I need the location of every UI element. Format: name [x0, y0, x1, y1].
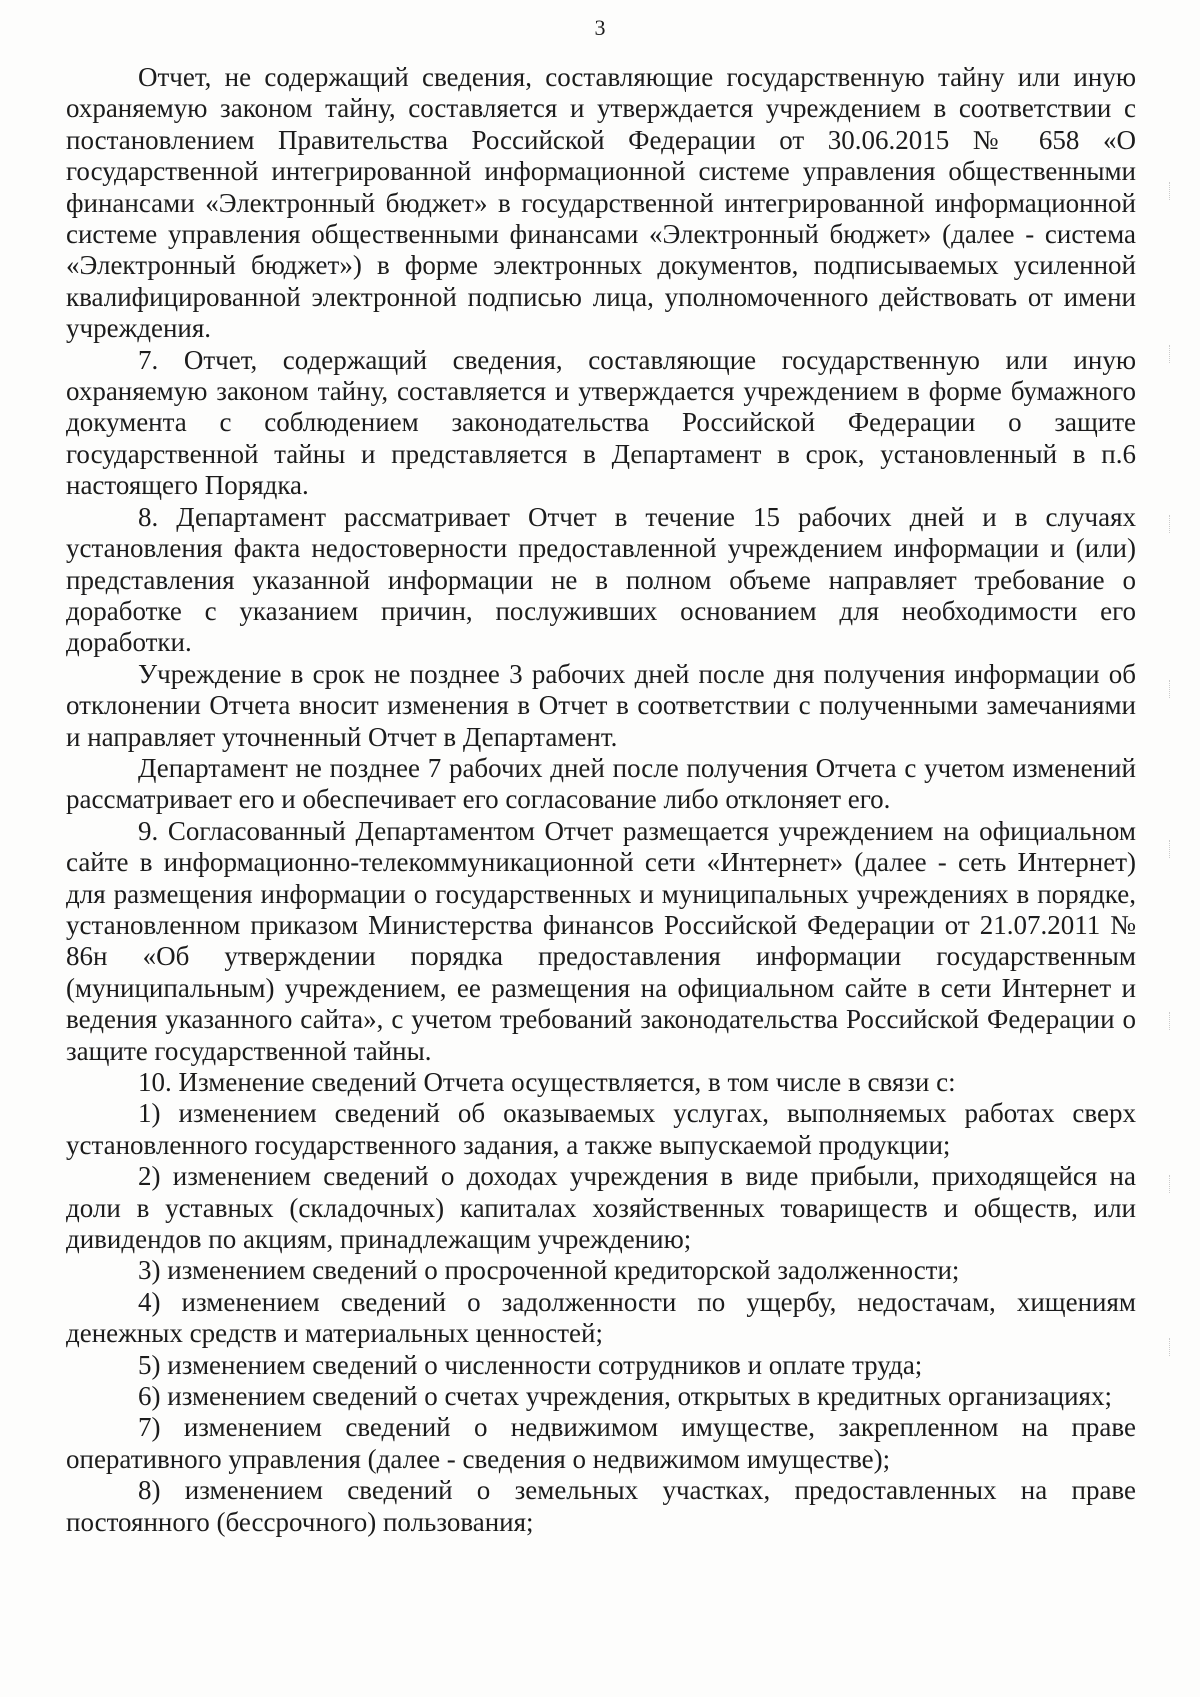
scan-artifact-mark — [1169, 1338, 1178, 1356]
scan-artifact-mark — [1169, 182, 1178, 200]
paragraph-item-7: 7. Отчет, содержащий сведения, составляющие государственную или иную охраняемую законом тайну, составляется и утверждается учреждением в форме бумажного документа с соблюдением законодательства Российской Федерации о защите государственной тайны и представляется в Департамент в срок, установленный в п.6 настоящего Порядка. — [66, 344, 1136, 501]
document-body — [66, 62, 1136, 1538]
page-number: 3 — [594, 15, 606, 40]
list-item-8: 8) изменением сведений о земельных участках, предоставленных на праве постоянного (бессрочного) пользования; — [66, 1475, 1136, 1537]
list-item-5: 5) изменением сведений о численности сотрудников и оплате труда; — [138, 1349, 923, 1380]
scan-artifact-mark — [1169, 345, 1178, 363]
list-item-3: 3) изменением сведений о просроченной кредиторской задолженности; — [138, 1255, 960, 1286]
paragraph-institution-revision: Учреждение в срок не позднее 3 рабочих дней после дня получения информации об отклонении Отчета вносит изменения в Отчет в соответствии с полученными замечаниями и направляет уточненный Отчет в Департамент. — [66, 658, 1136, 752]
paragraph-item-9: 9. Согласованный Департаментом Отчет размещается учреждением на официальном сайте в информационно-телекоммуникационной сети «Интернет» (далее - сеть Интернет) для размещения информации о государственных и муниципальных учреждениях в порядке, установленном приказом Министерства финансов Российской Федерации от 21.07.2011 № 86н «Об утверждении порядка предоставления информации государственным (муниципальным) учреждением, ее размещения на официальном сайте в сети Интернет и ведения указанного сайта», с учетом требований законодательства Российской Федерации о защите государственной тайны. — [66, 815, 1136, 1066]
list-item-6: 6) изменением сведений о счетах учреждения, открытых в кредитных организациях; — [138, 1381, 1112, 1412]
list-item-2: 2) изменением сведений о доходах учреждения в виде прибыли, приходящейся на доли в уставных (складочных) капиталах хозяйственных товариществ и обществ, или дивидендов по акциям, принадлежащим учреждению; — [66, 1161, 1136, 1255]
list-item-1: 1) изменением сведений об оказываемых услугах, выполняемых работах сверх установленного государственного задания, а также выпускаемой продукции; — [66, 1098, 1136, 1160]
list-item-7: 7) изменением сведений о недвижимом имуществе, закрепленном на праве оперативного управления (далее - сведения о недвижимом имуществе); — [66, 1412, 1136, 1474]
scan-artifact-mark — [1169, 680, 1178, 698]
scan-artifact-mark — [1169, 840, 1178, 858]
scan-artifact-mark — [1169, 1175, 1178, 1193]
scan-artifact-mark — [1169, 1012, 1178, 1030]
paragraph-department-approval: Департамент не позднее 7 рабочих дней после получения Отчета с учетом изменений рассматривает его и обеспечивает его согласование либо отклоняет его. — [66, 752, 1136, 815]
list-item-4: 4) изменением сведений о задолженности по ущербу, недостачам, хищениям денежных средств и материальных ценностей; — [66, 1286, 1136, 1349]
paragraph-report-electronic-budget: Отчет, не содержащий сведения, составляющие государственную тайну или иную охраняемую законом тайну, составляется и утверждается учреждением в соответствии с постановлением Правительства Российской Федерации от 30.06.2015 № 658 «О государственной интегрированной информационной системе управления общественными финансами «Электронный бюджет» в государственной интегрированной информационной системе управления общественными финансами «Электронный бюджет» (далее - система «Электронный бюджет») в форме электронных документов, подписываемых усиленной квалифицированной электронной подписью лица, уполномоченного действовать от имени учреждения. — [66, 62, 1136, 344]
scan-artifact-mark — [1169, 515, 1178, 533]
paragraph-item-8: 8. Департамент рассматривает Отчет в течение 15 рабочих дней и в случаях установления факта недостоверности предоставленной учреждением информации и (или) представления указанной информации не в полном объеме направляет требование о доработке с указанием причин, послуживших основанием для необходимости его доработки. — [66, 501, 1136, 658]
paragraph-item-10: 10. Изменение сведений Отчета осуществляется, в том числе в связи с: — [138, 1067, 956, 1097]
